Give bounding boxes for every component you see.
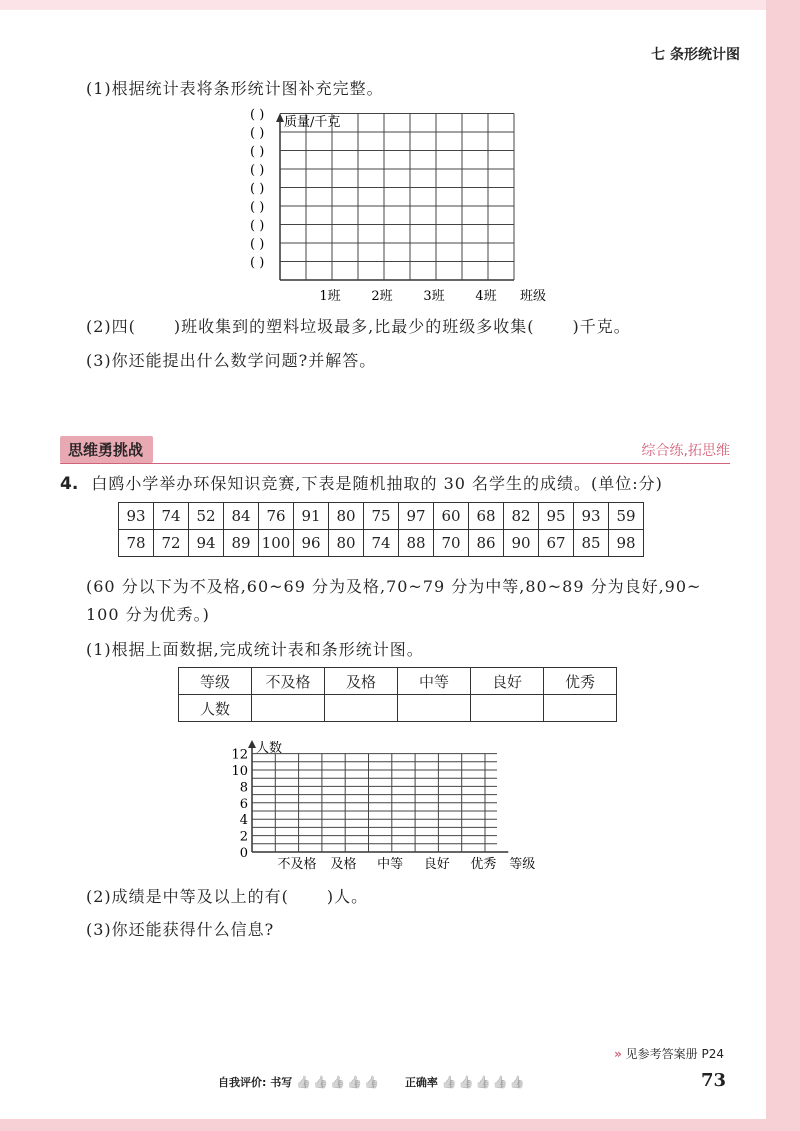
stat-header-cell: 优秀: [544, 668, 617, 695]
thumb-up-icon[interactable]: 👍: [330, 1075, 346, 1089]
q3-part2-b: )班收集到的塑料垃圾最多,比最少的班级多收集(: [173, 317, 535, 336]
stat-header-cell: 及格: [325, 668, 398, 695]
chart1-xtick-label: 4班: [475, 289, 497, 304]
score-cell: 98: [609, 530, 644, 557]
score-cell: 82: [504, 503, 539, 530]
chart2-ylabel: 人数: [256, 741, 283, 756]
page-right-edge: [766, 0, 800, 1131]
score-cell: 74: [154, 503, 189, 530]
q3-part2-a: (2)四(: [86, 317, 136, 336]
stat-cell[interactable]: [252, 695, 325, 722]
score-cell: 52: [189, 503, 224, 530]
score-cell: 91: [294, 503, 329, 530]
chart2-ytick-label: 4: [239, 813, 248, 829]
thumb-up-icon[interactable]: 👍: [492, 1075, 508, 1089]
stat-header-cell: 良好: [471, 668, 544, 695]
score-cell: 93: [119, 503, 154, 530]
chart2-ytick-label: 2: [239, 829, 248, 845]
q4-intro: 白鸥小学举办环保知识竞赛,下表是随机抽取的 30 名学生的成绩。(单位:分): [91, 474, 663, 493]
chart1-ytick-bracket[interactable]: ( ): [250, 144, 265, 160]
stat-cell[interactable]: [544, 695, 617, 722]
score-cell: 59: [609, 503, 644, 530]
stat-header-cell: 中等: [398, 668, 471, 695]
thumb-up-icon[interactable]: 👍: [364, 1075, 380, 1089]
score-cell: 89: [224, 530, 259, 557]
score-cell: 70: [434, 530, 469, 557]
score-cell: 68: [469, 503, 504, 530]
chart2-xtick-label: 不及格: [277, 857, 317, 872]
q4-part2: [86, 884, 368, 907]
score-cell: 88: [399, 530, 434, 557]
score-cell: 97: [399, 503, 434, 530]
section-divider: [60, 463, 730, 464]
scores-table: [118, 502, 644, 557]
thumb-up-icon[interactable]: 👍: [509, 1075, 525, 1089]
chart1-ytick-bracket[interactable]: ( ): [250, 255, 265, 271]
stat-cell[interactable]: [325, 695, 398, 722]
score-cell: 80: [329, 503, 364, 530]
thumb-up-icon[interactable]: 👍: [441, 1075, 457, 1089]
score-cell: 94: [189, 530, 224, 557]
chart2-ytick-label: 6: [239, 796, 248, 812]
score-cell: 95: [539, 503, 574, 530]
answer-reference: [614, 1045, 724, 1062]
accuracy-label: 正确率: [404, 1076, 438, 1089]
q3-part3: (3)你还能提出什么数学问题?并解答。: [86, 351, 377, 370]
score-cell: 96: [294, 530, 329, 557]
chart1-ytick-bracket[interactable]: ( ): [250, 163, 265, 178]
chart1-y-arrow: [276, 113, 284, 122]
chart2-ytick-label: 8: [239, 780, 248, 796]
writing-rating[interactable]: [296, 1076, 381, 1089]
chart1-ytick-bracket[interactable]: ( ): [250, 200, 265, 215]
chart2-y-arrow: [248, 740, 256, 748]
page-top-edge: [0, 0, 800, 10]
double-chevron-icon: »: [614, 1047, 622, 1061]
thumb-up-icon[interactable]: 👍: [458, 1075, 474, 1089]
score-cell: 100: [259, 530, 294, 557]
page-number: 73: [700, 1070, 726, 1091]
q4-intro-line: [60, 471, 663, 494]
chart1-ytick-bracket[interactable]: ( ): [250, 218, 265, 234]
score-cell: 86: [469, 530, 504, 557]
chart2-ytick-label: 12: [231, 747, 248, 763]
scores-row-2: [119, 530, 644, 557]
chart-mass-by-class: [230, 108, 570, 308]
q4-part2-a: (2)成绩是中等及以上的有(: [86, 887, 289, 906]
score-cell: 78: [119, 530, 154, 557]
q4-part2-b: )人。: [326, 887, 369, 906]
q3-part2-c: )千克。: [572, 317, 631, 336]
stat-row-label: 人数: [179, 695, 252, 722]
answer-reference-text: 见参考答案册 P24: [625, 1047, 724, 1061]
q4-note-line2: 100 分为优秀。): [86, 605, 210, 624]
chart-grade-counts: [216, 738, 586, 874]
chart1-ylabel: 质量/千克: [284, 115, 341, 130]
chart1-xtick-label: 1班: [319, 289, 341, 304]
score-cell: 74: [364, 530, 399, 557]
thumb-up-icon[interactable]: 👍: [347, 1075, 363, 1089]
score-cell: 67: [539, 530, 574, 557]
chart2-xtick-label: 良好: [423, 857, 450, 872]
self-evaluation: [218, 1074, 527, 1090]
grade-stat-table: [178, 667, 617, 722]
score-cell: 90: [504, 530, 539, 557]
score-cell: 84: [224, 503, 259, 530]
thumb-up-icon[interactable]: 👍: [475, 1075, 491, 1089]
q4-number: 4.: [60, 474, 79, 494]
stat-header-row: [179, 668, 617, 695]
stat-cell[interactable]: [398, 695, 471, 722]
chart1-ytick-bracket[interactable]: ( ): [250, 181, 265, 197]
score-cell: 85: [574, 530, 609, 557]
stat-header-cell: 不及格: [252, 668, 325, 695]
page-bottom-edge: [0, 1119, 800, 1131]
q3-part2: [86, 314, 631, 337]
chart2-xtick-label: 优秀: [470, 857, 497, 872]
thumb-up-icon[interactable]: 👍: [313, 1075, 329, 1089]
chart1-xtick-label: 2班: [371, 289, 393, 304]
stat-cell[interactable]: [471, 695, 544, 722]
thumb-up-icon[interactable]: 👍: [296, 1075, 312, 1089]
accuracy-rating[interactable]: [442, 1076, 527, 1089]
score-cell: 72: [154, 530, 189, 557]
score-cell: 60: [434, 503, 469, 530]
q4-part3: (3)你还能获得什么信息?: [86, 920, 275, 939]
score-cell: 75: [364, 503, 399, 530]
scores-row-1: [119, 503, 644, 530]
section-subtitle: 综合练,拓思维: [641, 443, 730, 459]
stat-count-row: [179, 695, 617, 722]
chart2-xtick-label: 及格: [330, 857, 357, 872]
section-title-banner: 思维勇挑战: [60, 436, 153, 463]
chart1-ytick-bracket[interactable]: ( ): [250, 126, 265, 141]
chart2-ytick-label: 0: [239, 846, 248, 861]
chart2-ytick-label: 10: [231, 764, 248, 779]
q3-part1: (1)根据统计表将条形统计图补充完整。: [86, 79, 384, 98]
chart2-xtick-label: 中等: [377, 857, 404, 872]
stat-header-cell: 等级: [179, 668, 252, 695]
chart1-xlabel: 班级: [520, 289, 547, 304]
score-cell: 93: [574, 503, 609, 530]
chart1-ytick-bracket[interactable]: ( ): [250, 237, 265, 252]
score-cell: 76: [259, 503, 294, 530]
q4-part1: (1)根据上面数据,完成统计表和条形统计图。: [86, 640, 424, 659]
chart2-xlabel: 等级: [509, 857, 536, 872]
writing-label: 书写: [270, 1076, 293, 1089]
score-cell: 80: [329, 530, 364, 557]
chapter-header: 七 条形统计图: [651, 47, 740, 63]
chart1-xtick-label: 3班: [423, 289, 445, 304]
chart1-ytick-bracket[interactable]: ( ): [250, 108, 265, 123]
self-eval-label: 自我评价:: [218, 1076, 267, 1089]
q4-note-line1: (60 分以下为不及格,60~69 分为及格,70~79 分为中等,80~89 分为良好,90~: [86, 577, 702, 596]
